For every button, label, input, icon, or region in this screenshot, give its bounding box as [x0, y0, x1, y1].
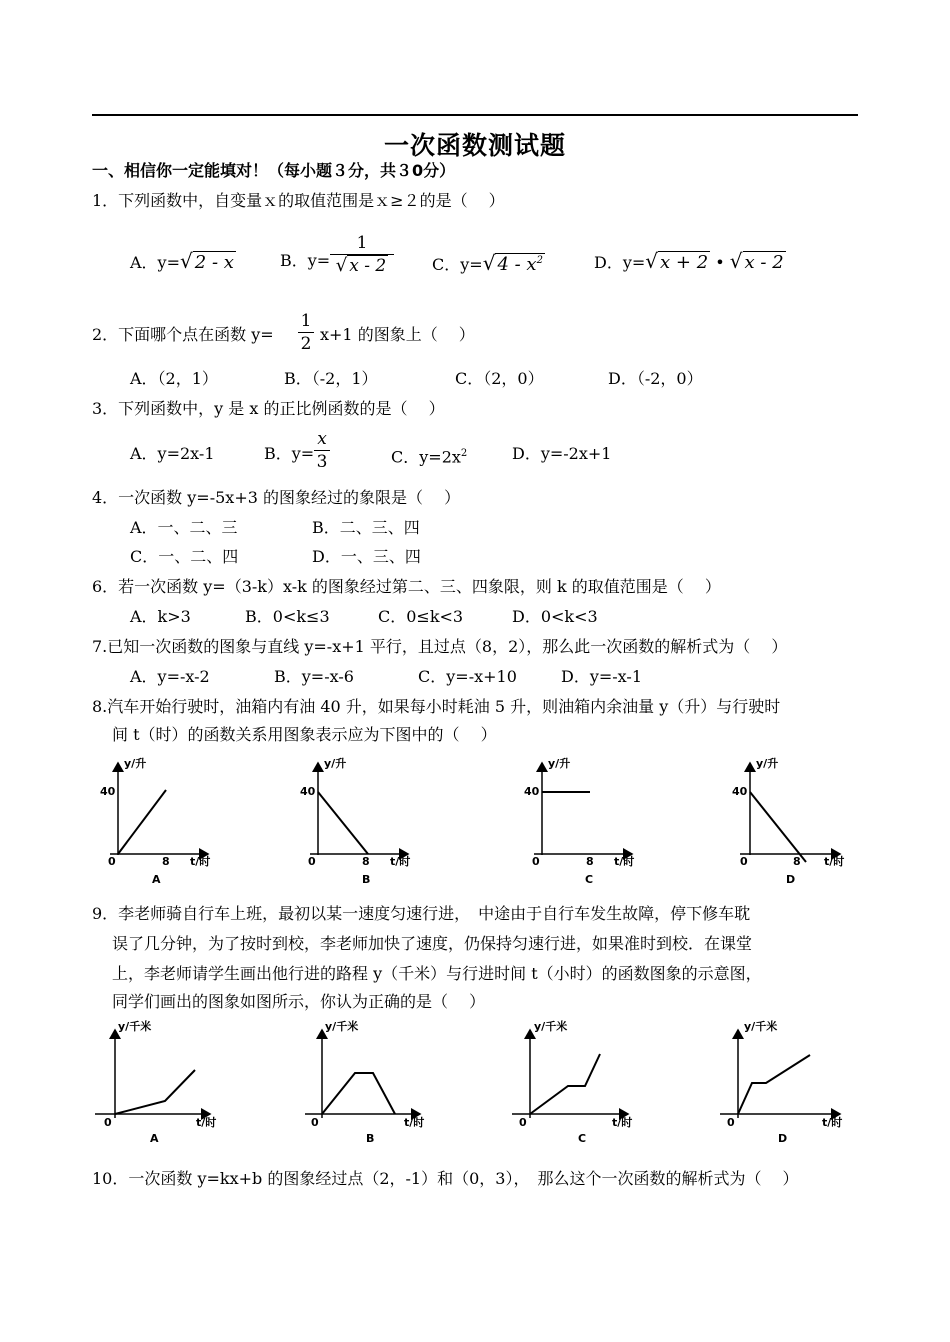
q7-option-d: D．y=-x-1 [561, 667, 643, 686]
svg-text:t/时: t/时 [822, 1116, 843, 1129]
svg-text:t/时: t/时 [404, 1116, 425, 1129]
q2-option-c: C．（2，0） [455, 369, 544, 388]
q2-option-b: B．（-2，1） [284, 369, 378, 388]
svg-text:8: 8 [362, 855, 370, 868]
svg-text:D: D [778, 1132, 788, 1145]
svg-text:t/时: t/时 [824, 855, 845, 868]
q9-graphs [0, 1018, 950, 1148]
top-rule [92, 114, 858, 116]
svg-text:0: 0 [740, 855, 748, 868]
q8-graph-a [100, 756, 210, 886]
svg-text:y/千米: y/千米 [534, 1020, 568, 1033]
q6-option-d: D．0<k<3 [512, 607, 598, 626]
q9-d-path [738, 1055, 810, 1114]
q9-b-path [322, 1073, 395, 1114]
svg-text:B: B [366, 1132, 375, 1145]
svg-text:y/千米: y/千米 [325, 1020, 359, 1033]
svg-text:0: 0 [519, 1116, 527, 1129]
q8-graphs [0, 755, 950, 885]
y-axis-label: y/升 [124, 757, 147, 770]
q9-graph-a [95, 1019, 216, 1145]
q9-line3: 上，李老师请学生画出他行进的路程 y（千米）与行进时间 t（小时）的函数图象的示意图， [112, 964, 762, 983]
q9-graph-d [720, 1019, 842, 1145]
q1-stem: 1．下列函数中，自变量ｘ的取值范围是ｘ≥２的是（ ） [92, 191, 505, 210]
svg-text:B: B [362, 873, 371, 886]
q6-option-a: A．k>3 [130, 607, 191, 626]
q9-graph-c [512, 1019, 632, 1145]
svg-text:0: 0 [727, 1116, 735, 1129]
q1-option-b-prefix: B．y= [280, 251, 331, 270]
q6-option-b: B．0<k≤3 [245, 607, 330, 626]
q4-option-a: A．一、二、三 [130, 518, 238, 537]
svg-text:t/时: t/时 [612, 1116, 633, 1129]
svg-text:0: 0 [104, 1116, 112, 1129]
q7-stem: 7.已知一次函数的图象与直线 y=-x+1 平行，且过点（8，2），那么此一次函数的解析式为（ ） [92, 637, 788, 656]
q1-option-d: D．y=√ x + 2 • √ x - 2 [594, 249, 784, 273]
svg-text:0: 0 [308, 855, 316, 868]
svg-text:40: 40 [300, 785, 316, 798]
q9-c-path [530, 1054, 600, 1114]
svg-text:8: 8 [586, 855, 594, 868]
origin: 0 [108, 855, 116, 868]
q8-d-line [750, 792, 806, 862]
svg-text:y/升: y/升 [324, 757, 347, 770]
q3-stem: 3．下列函数中，y 是 x 的正比例函数的是（ ） [92, 399, 445, 418]
q9-graph-b [305, 1019, 424, 1145]
svg-text:t/时: t/时 [614, 855, 635, 868]
q3-option-d: D．y=-2x+1 [512, 444, 612, 463]
q8-line2: 间 t（时）的函数关系用图象表示应为下图中的（ ） [112, 725, 497, 744]
q3-option-a: A．y=2x-1 [130, 444, 215, 463]
q8-line1: 8.汽车开始行驶时，油箱内有油 40 升，如果每小时耗油 5 升，则油箱内余油量 y（升）与行驶时 [92, 697, 781, 716]
svg-text:y/千米: y/千米 [118, 1020, 152, 1033]
q3-option-b-prefix: B．y= [264, 444, 315, 463]
q7-option-c: C．y=-x+10 [418, 667, 517, 686]
q9-line2: 误了几分钟，为了按时到校，李老师加快了速度，仍保持匀速行进，如果准时到校．在课堂 [112, 934, 753, 953]
q6-stem: 6．若一次函数 y=（3-k）x-k 的图象经过第二、三、四象限，则 k 的取值范围是（ ） [92, 577, 721, 596]
svg-text:C: C [578, 1132, 587, 1145]
q4-option-d: D．一、三、四 [312, 547, 421, 566]
svg-text:8: 8 [793, 855, 801, 868]
q1-option-a: A．y=√ 2 - x [130, 249, 234, 273]
q6-option-c: C．0≤k<3 [378, 607, 464, 626]
q2-option-a: A．（2，1） [130, 369, 218, 388]
q2-stem-b: x+1 的图象上（ ） [320, 325, 475, 344]
svg-text:y/千米: y/千米 [744, 1020, 778, 1033]
q1-option-c: C．y=√ $4 - x^2$ [432, 251, 543, 275]
svg-text:0: 0 [532, 855, 540, 868]
q4-stem: 4．一次函数 y=-5x+3 的图象经过的象限是（ ） [92, 488, 461, 507]
svg-text:A: A [150, 1132, 159, 1145]
q9-a-path [115, 1070, 195, 1114]
q7-option-a: A．y=-x-2 [130, 667, 210, 686]
y-tick-40: 40 [100, 785, 116, 798]
graph-name: A [152, 873, 161, 886]
x-axis-label: t/时 [190, 855, 211, 868]
q8-b-line [318, 792, 368, 854]
q2-option-d: D．（-2，0） [608, 369, 703, 388]
q10-stem: 10．一次函数 y=kx+b 的图象经过点（2，-1）和（0，3）， 那么这个一次函数的解析式为（ ） [92, 1169, 799, 1188]
q7-option-b: B．y=-x-6 [274, 667, 354, 686]
q8-a-line [118, 790, 166, 854]
svg-text:t/时: t/时 [390, 855, 411, 868]
q1-option-b-fraction: 1 √ x - 2 [330, 232, 394, 277]
svg-text:y/升: y/升 [756, 757, 779, 770]
x-tick-8: 8 [162, 855, 170, 868]
q4-option-c: C．一、二、四 [130, 547, 239, 566]
q3-option-c: C．$y=2x^2$ [391, 447, 468, 467]
section-heading: 一、相信你一定能填对！（每小题３分，共３0分） [92, 161, 456, 180]
svg-text:0: 0 [311, 1116, 319, 1129]
q8-graph-c [524, 756, 634, 886]
svg-text:40: 40 [524, 785, 540, 798]
svg-text:t/时: t/时 [196, 1116, 217, 1129]
svg-text:C: C [585, 873, 594, 886]
q2-fraction: 1 2 [298, 310, 314, 355]
svg-text:40: 40 [732, 785, 748, 798]
svg-text:y/升: y/升 [548, 757, 571, 770]
q3-option-b-fraction: x 3 [314, 428, 330, 473]
page-title: 一次函数测试题 [383, 131, 566, 160]
q9-line4: 同学们画出的图象如图所示，你认为正确的是（ ） [112, 992, 486, 1011]
q2-stem-a: 2．下面哪个点在函数 y= [92, 325, 274, 344]
q8-graph-d [732, 756, 844, 886]
q4-option-b: B．二、三、四 [312, 518, 420, 537]
q9-line1: 9．李老师骑自行车上班，最初以某一速度匀速行进， 中途由于自行车发生故障，停下修车耽 [92, 904, 751, 923]
svg-text:D: D [786, 873, 796, 886]
q8-graph-b [300, 756, 410, 886]
